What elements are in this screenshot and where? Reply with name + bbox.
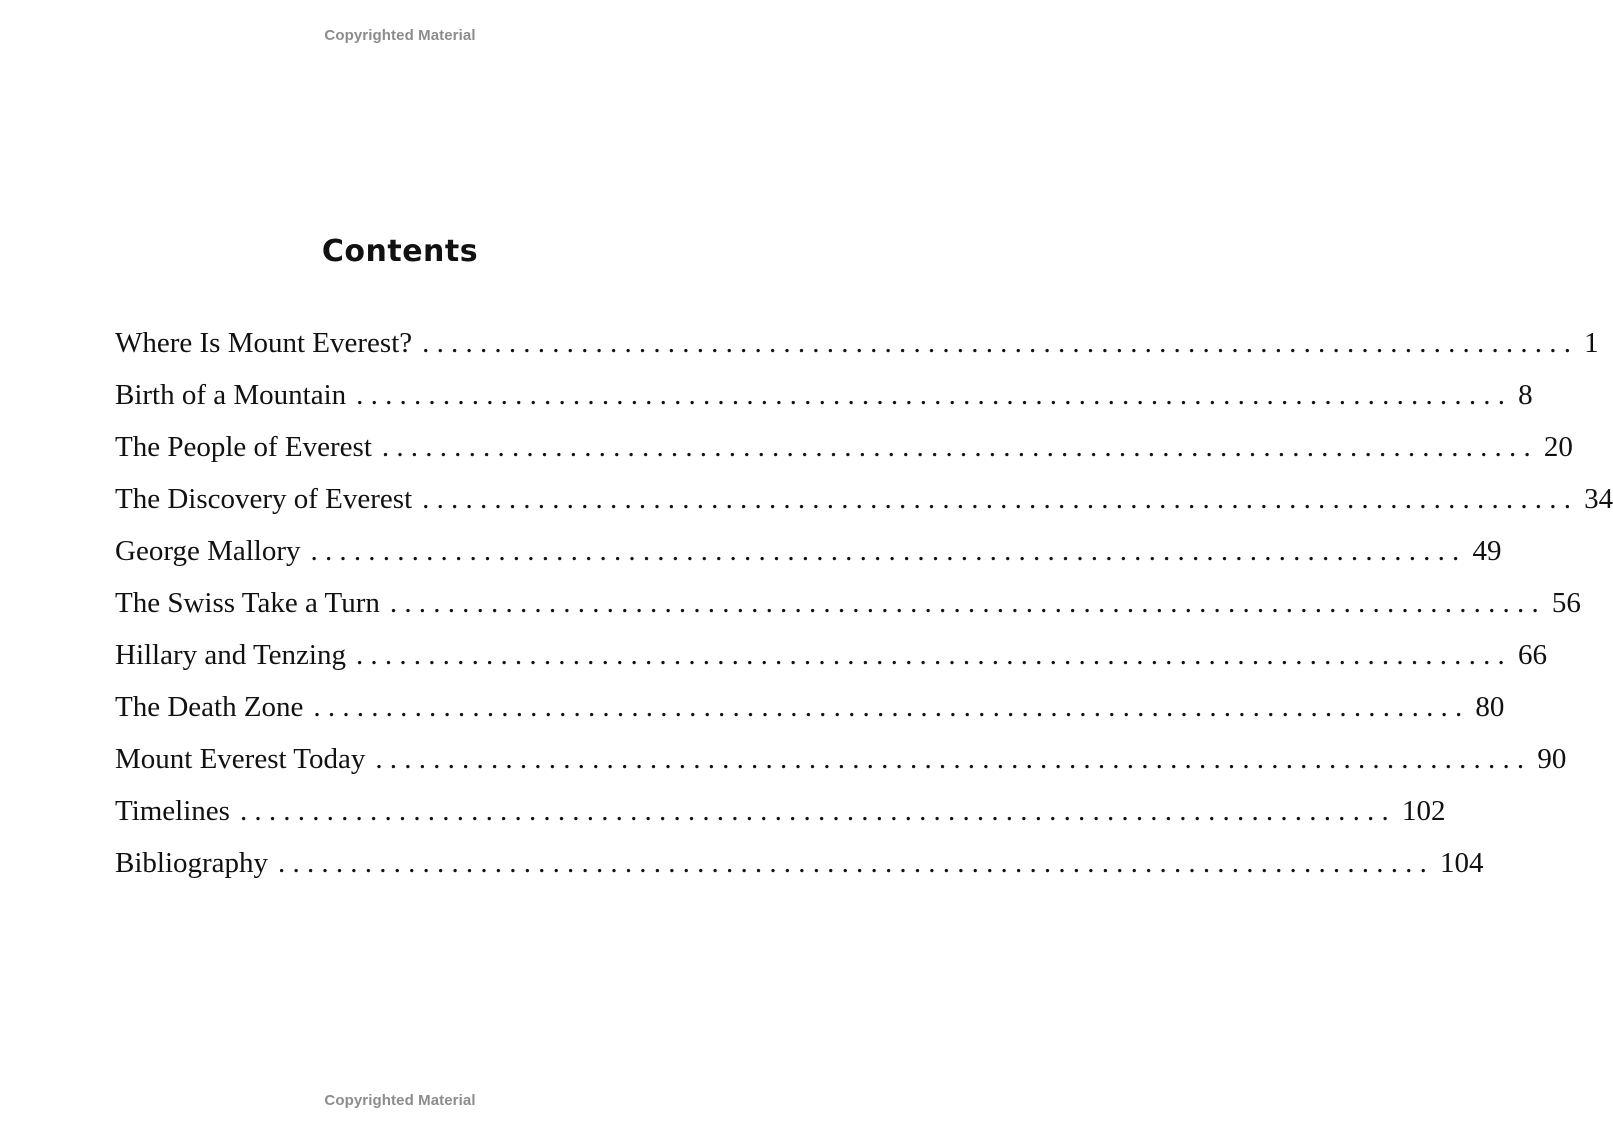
toc-dot-leader: ................................................................................ xyxy=(389,587,1546,619)
copyright-watermark-top: Copyrighted Material xyxy=(324,27,476,44)
toc-entry[interactable] xyxy=(115,788,1446,840)
toc-dot-leader: ................................................................................ xyxy=(375,743,1532,775)
toc-entry-page: 8 xyxy=(1518,379,1533,411)
toc-entry[interactable] xyxy=(115,320,1599,372)
toc-entry[interactable] xyxy=(115,736,1567,788)
toc-dot-leader: ................................................................................ xyxy=(310,535,1467,567)
toc-entry-title: Bibliography xyxy=(115,847,269,879)
toc-entry-title: The Discovery of Everest xyxy=(115,483,413,515)
toc-entry-title: George Mallory xyxy=(115,535,301,567)
toc-entry-page: 34 xyxy=(1584,483,1613,515)
toc-entry[interactable] xyxy=(115,424,1573,476)
toc-dot-leader: ................................................................................ xyxy=(313,691,1470,723)
toc-entry-page: 102 xyxy=(1401,795,1446,827)
toc-entry-title: Hillary and Tenzing xyxy=(115,639,346,671)
toc-entry-page: 49 xyxy=(1472,535,1502,567)
toc-entry[interactable] xyxy=(115,684,1505,736)
toc-entry-title: The People of Everest xyxy=(115,431,372,463)
toc-entry-page: 1 xyxy=(1584,327,1599,359)
toc-entry-page: 104 xyxy=(1440,847,1484,879)
toc-entry[interactable] xyxy=(115,580,1581,632)
toc-entry-page: 90 xyxy=(1537,743,1567,775)
toc-dot-leader: ................................................................................ xyxy=(355,639,1512,671)
toc-dot-leader: ................................................................................ xyxy=(278,847,1435,879)
toc-entry-page: 20 xyxy=(1543,431,1573,463)
copyright-watermark-bottom: Copyrighted Material xyxy=(324,1092,476,1109)
contents-heading: Contents xyxy=(321,234,479,269)
table-of-contents xyxy=(115,320,1613,892)
toc-entry[interactable] xyxy=(115,476,1613,528)
toc-entry-title: The Death Zone xyxy=(115,691,304,723)
toc-entry-title: Mount Everest Today xyxy=(115,743,366,775)
toc-dot-leader: ................................................................................ xyxy=(356,379,1513,411)
toc-dot-leader: ................................................................................ xyxy=(422,483,1579,515)
toc-entry-page: 56 xyxy=(1551,587,1581,619)
toc-entry-title: Where Is Mount Everest? xyxy=(115,327,413,359)
toc-entry-title: Birth of a Mountain xyxy=(115,379,347,411)
toc-dot-leader: ................................................................................ xyxy=(381,431,1538,463)
toc-entry[interactable] xyxy=(115,372,1533,424)
toc-entry[interactable] xyxy=(115,632,1547,684)
toc-entry-title: Timelines xyxy=(115,795,230,827)
toc-entry-title: The Swiss Take a Turn xyxy=(115,587,380,619)
toc-entry-page: 80 xyxy=(1475,691,1505,723)
toc-entry[interactable] xyxy=(115,840,1484,892)
toc-entry-page: 66 xyxy=(1517,639,1547,671)
toc-entry[interactable] xyxy=(115,528,1502,580)
toc-dot-leader: ................................................................................ xyxy=(422,327,1579,359)
toc-dot-leader: ................................................................................ xyxy=(239,795,1396,827)
